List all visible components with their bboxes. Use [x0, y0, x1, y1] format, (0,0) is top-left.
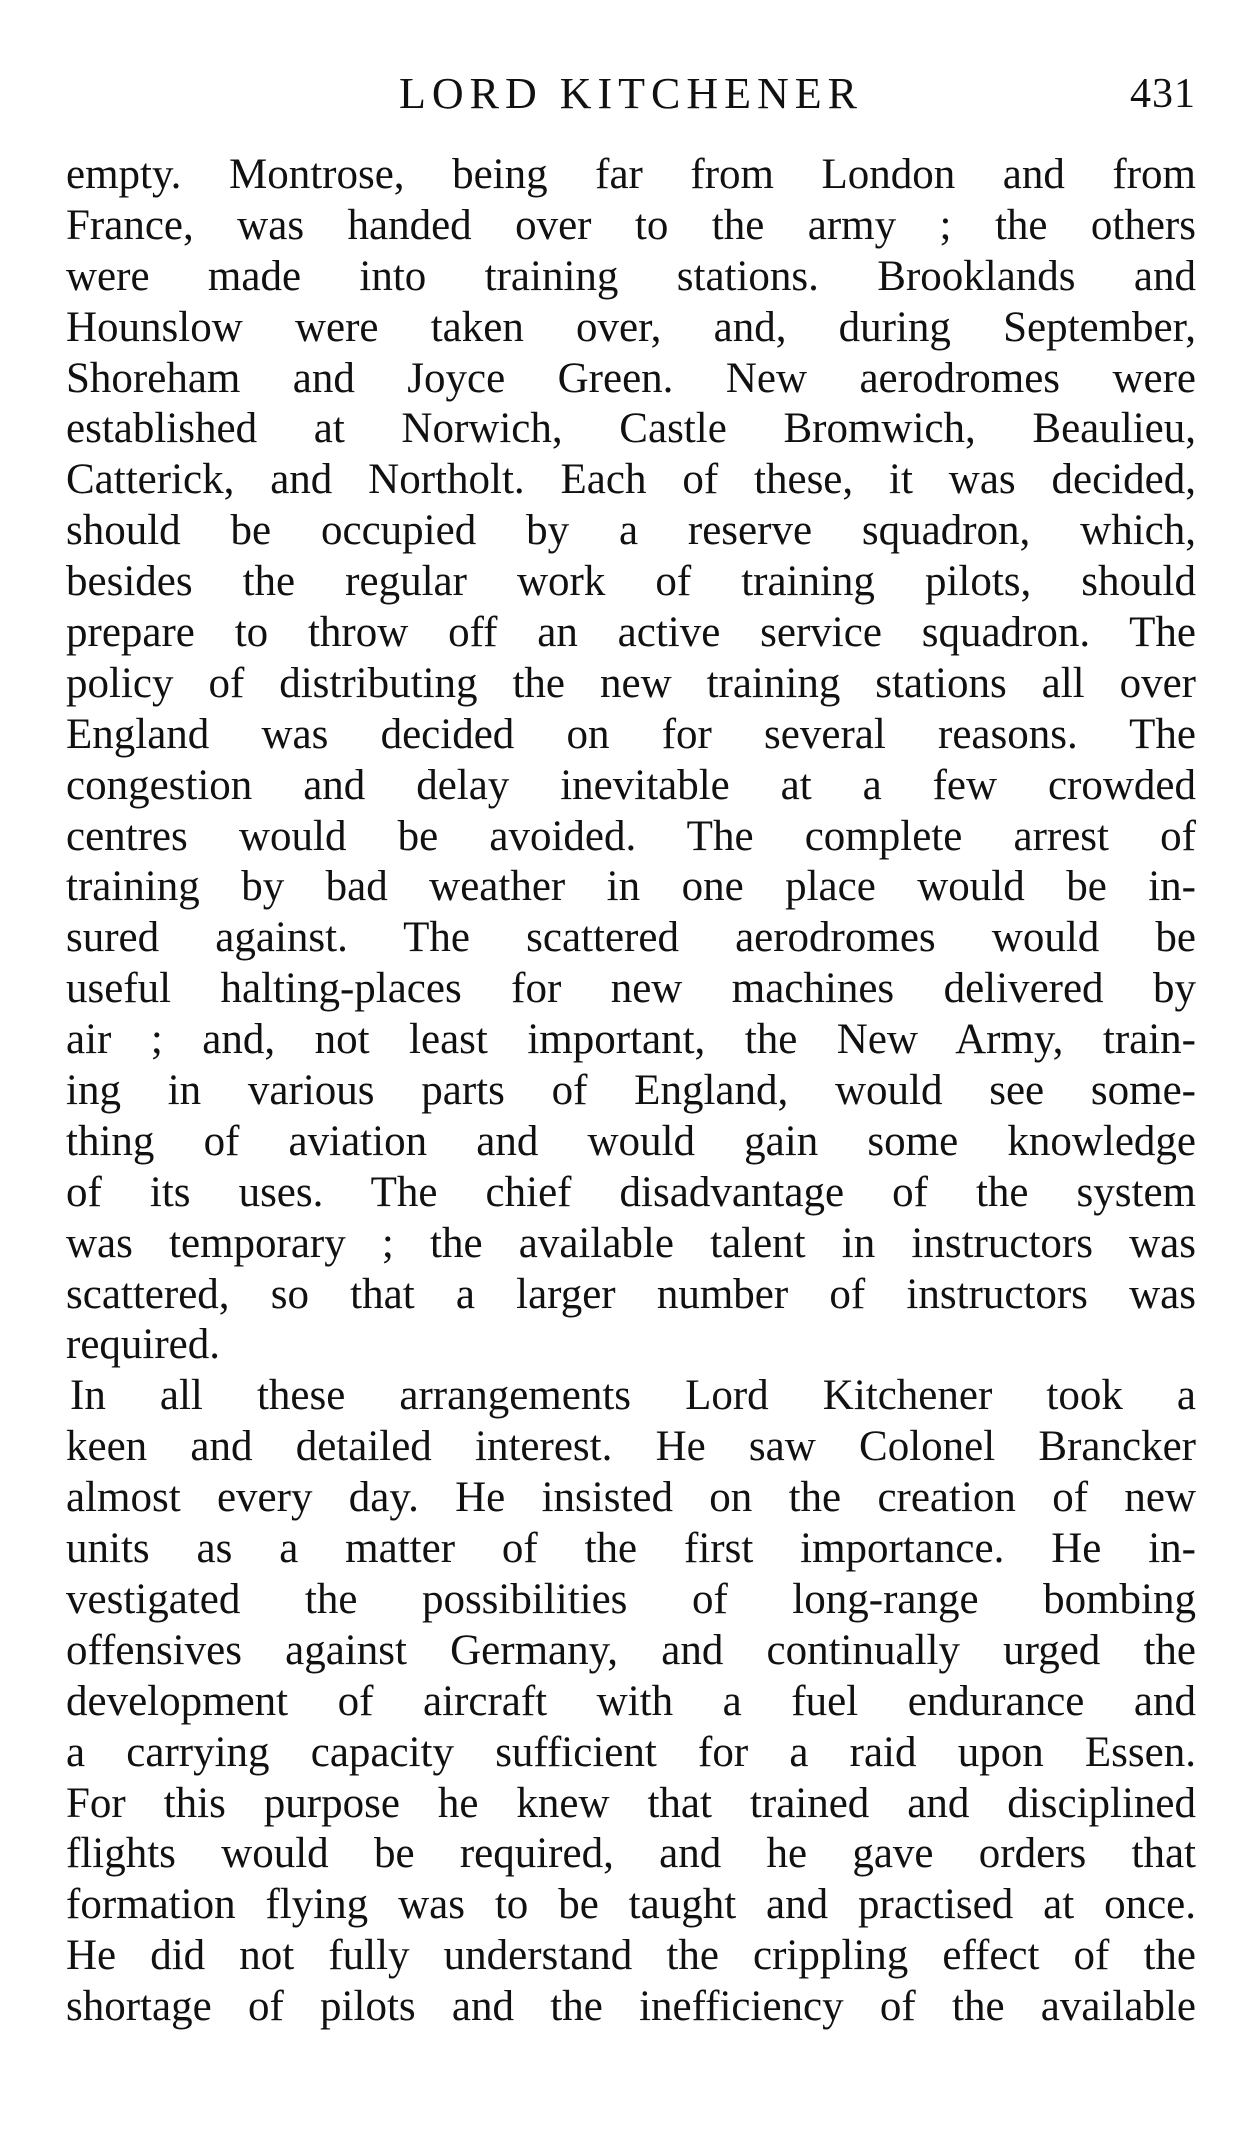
text-line: Catterick, and Northolt. Each of these, it was decided, [66, 456, 1196, 504]
text-line: Hounslow were taken over, and, during September, [66, 303, 1196, 351]
text-line: units as a matter of the first importance. He in- [66, 1525, 1196, 1573]
text-line: France, was handed over to the army ; the others [66, 201, 1196, 249]
text-line: development of aircraft with a fuel endurance and [66, 1677, 1196, 1725]
text-line: shortage of pilots and the inefficiency of the available [66, 1983, 1196, 2031]
text-line: almost every day. He insisted on the creation of new [66, 1474, 1196, 1522]
text-line: Shoreham and Joyce Green. New aerodromes were [66, 354, 1196, 402]
text-line: formation flying was to be taught and practised at once. [66, 1881, 1196, 1929]
text-line-paragraph-end: required. [66, 1321, 221, 1369]
text-line: scattered, so that a larger number of instructors was [66, 1270, 1196, 1318]
text-line: of its uses. The chief disadvantage of the system [66, 1168, 1196, 1216]
text-line: flights would be required, and he gave orders that [66, 1830, 1196, 1878]
text-line: was temporary ; the available talent in instructors was [66, 1219, 1196, 1267]
text-line: established at Norwich, Castle Bromwich, Beaulieu, [66, 405, 1196, 453]
text-line: thing of aviation and would gain some knowledge [66, 1117, 1196, 1165]
text-line: air ; and, not least important, the New Army, train- [66, 1016, 1196, 1064]
text-line: vestigated the possibilities of long-range bombing [66, 1575, 1196, 1623]
text-line: congestion and delay inevitable at a few crowded [66, 761, 1196, 809]
text-line: For this purpose he knew that trained and disciplined [66, 1779, 1196, 1827]
text-line: should be occupied by a reserve squadron, which, [66, 507, 1196, 555]
text-line: prepare to throw off an active service squadron. The [66, 609, 1196, 657]
text-line: were made into training stations. Brooklands and [66, 252, 1196, 300]
text-line: sured against. The scattered aerodromes would be [66, 914, 1196, 962]
running-title: LORD KITCHENER [398, 69, 864, 118]
text-line: besides the regular work of training pilots, should [66, 558, 1196, 606]
text-line: keen and detailed interest. He saw Colonel Brancker [66, 1423, 1196, 1471]
text-line: empty. Montrose, being far from London and from [66, 151, 1196, 198]
text-line-paragraph-start: In all these arrangements Lord Kitchener took a [70, 1372, 1196, 1420]
running-head [66, 64, 1196, 124]
text-line: centres would be avoided. The complete arrest of [66, 812, 1196, 860]
text-line: useful halting-places for new machines delivered by [66, 965, 1196, 1013]
text-line: He did not fully understand the crippling effect of the [66, 1932, 1196, 1980]
text-line: England was decided on for several reasons. The [66, 710, 1196, 758]
text-line: offensives against Germany, and continually urged the [66, 1626, 1196, 1674]
body-text [66, 150, 1196, 2033]
text-line: a carrying capacity sufficient for a raid upon Essen. [66, 1728, 1196, 1776]
page-number: 431 [1130, 71, 1196, 117]
text-line: ing in various parts of England, would see some- [66, 1067, 1196, 1115]
text-line: training by bad weather in one place would be in- [66, 863, 1196, 911]
text-line: policy of distributing the new training stations all over [66, 659, 1196, 707]
